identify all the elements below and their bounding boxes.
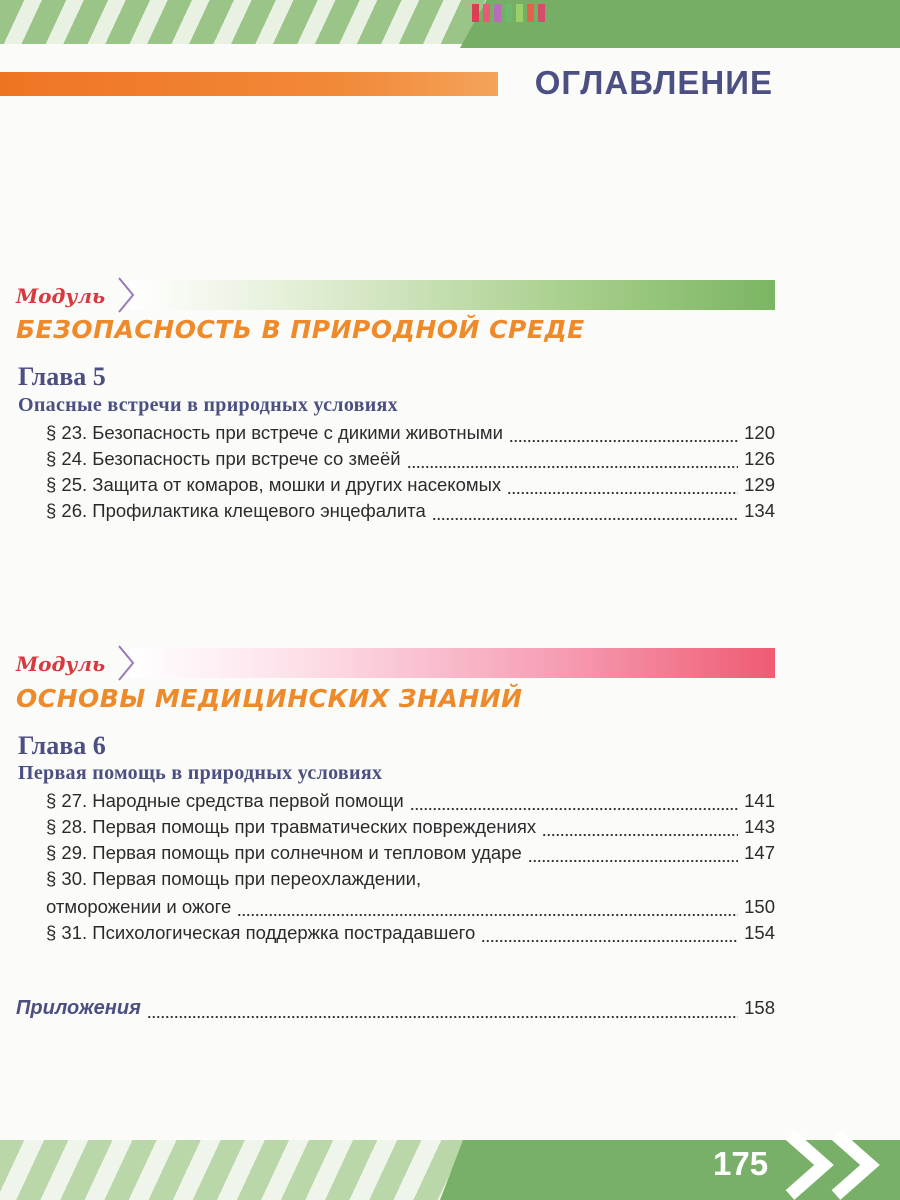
toc-entry-page: 150 <box>744 896 775 917</box>
toc-entry-text: § 26. Профилактика клещевого энцефалита <box>46 500 426 521</box>
module-1-label: Модуль <box>16 284 106 308</box>
color-bar <box>505 4 512 22</box>
dot-leader <box>542 833 738 837</box>
toc-entry-text-line1[interactable]: § 30. Первая помощь при переохлаждении, <box>46 868 422 889</box>
dot-leader <box>507 491 738 495</box>
toc-entry-page: 126 <box>744 448 775 469</box>
page-number: 175 <box>713 1145 769 1182</box>
color-bar <box>538 4 545 22</box>
toc-entry-text: § 27. Народные средства первой помощи <box>46 790 404 811</box>
dot-leader <box>509 439 738 443</box>
color-bar <box>483 4 490 22</box>
dot-leader <box>528 859 738 863</box>
toc-entry-page: 141 <box>744 790 775 811</box>
color-bar <box>472 4 479 22</box>
toc-entry[interactable] <box>46 474 775 500</box>
toc-entry-page: 134 <box>744 500 775 521</box>
module-2-chevron-icon <box>116 644 136 682</box>
color-bar <box>527 4 534 22</box>
toc-entry-page: 120 <box>744 422 775 443</box>
toc-entry[interactable] <box>46 422 775 448</box>
page-title: ОГЛАВЛЕНИЕ <box>534 64 773 101</box>
dot-leader <box>432 517 738 521</box>
dot-leader <box>407 465 739 469</box>
toc-entry[interactable] <box>46 896 775 922</box>
heading-orange-bar <box>0 72 498 96</box>
toc-entry[interactable] <box>46 790 775 816</box>
module-1-bar <box>130 280 775 310</box>
module-1-name: БЕЗОПАСНОСТЬ В ПРИРОДНОЙ СРЕДЕ <box>16 315 585 344</box>
appendix-label: Приложения <box>16 997 141 1019</box>
toc-entry-text: § 24. Безопасность при встрече со змеёй <box>46 448 401 469</box>
top-decor-band <box>0 0 900 48</box>
toc-entry-text: § 28. Первая помощь при травматических повреждениях <box>46 816 537 837</box>
chapter-6-number: Глава 6 <box>18 731 106 760</box>
dot-leader <box>237 913 738 917</box>
toc-entry-page: 147 <box>744 842 775 863</box>
toc-entry-text: § 31. Психологическая поддержка пострадавшего <box>46 922 476 943</box>
chapter-6-title: Первая помощь в природных условиях <box>18 762 383 784</box>
color-bars-decor <box>472 4 545 22</box>
toc-entry-text: § 23. Безопасность при встрече с дикими животными <box>46 422 503 443</box>
appendix-page: 158 <box>744 997 775 1018</box>
module-2-label: Модуль <box>16 652 106 676</box>
toc-entry[interactable] <box>46 500 775 526</box>
color-bar <box>516 4 523 22</box>
dot-leader <box>147 1015 738 1019</box>
chapter-5-number: Глава 5 <box>18 362 106 391</box>
toc-entry[interactable] <box>46 842 775 868</box>
toc-entry-text: § 25. Защита от комаров, мошки и других насекомых <box>46 474 502 495</box>
toc-entry[interactable] <box>46 922 775 948</box>
toc-entry[interactable] <box>46 816 775 842</box>
chapter-5-title: Опасные встречи в природных условиях <box>18 394 398 416</box>
toc-appendix-entry[interactable] <box>16 997 775 1025</box>
toc-entry-text: отморожении и ожоге <box>46 896 232 917</box>
module-2-name: ОСНОВЫ МЕДИЦИНСКИХ ЗНАНИЙ <box>16 684 523 713</box>
double-chevron-icon <box>784 1125 900 1200</box>
module-2-bar <box>130 648 775 678</box>
toc-entry-page: 129 <box>744 474 775 495</box>
module-1-chevron-icon <box>116 276 136 314</box>
toc-entry-text: § 29. Первая помощь при солнечном и тепловом ударе <box>46 842 522 863</box>
color-bar <box>494 4 501 22</box>
dot-leader <box>410 807 738 811</box>
toc-entry[interactable] <box>46 448 775 474</box>
toc-entry-page: 143 <box>744 816 775 837</box>
dot-leader <box>481 939 738 943</box>
toc-entry-page: 154 <box>744 922 775 943</box>
